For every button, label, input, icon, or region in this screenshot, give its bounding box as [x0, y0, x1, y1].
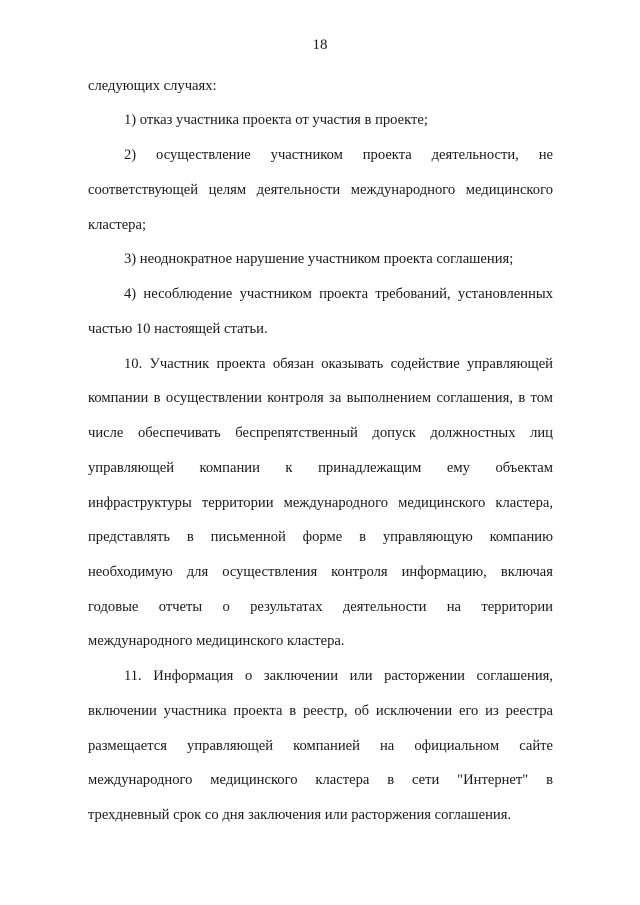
text-line: компании в осуществлении контроля за выполнением соглашения, в том: [88, 390, 553, 406]
text-line: 3) неоднократное нарушение участником проекта соглашения;: [124, 251, 514, 267]
text-line: годовые отчеты о результатах деятельности на территории: [88, 599, 553, 615]
text-line: включении участника проекта в реестр, об исключении его из реестра: [88, 703, 553, 719]
text-line: международного медицинского кластера в сети "Интернет" в: [88, 772, 553, 788]
text-line: 1) отказ участника проекта от участия в проекте;: [124, 112, 428, 128]
text-line: 10. Участник проекта обязан оказывать содействие управляющей: [124, 356, 553, 372]
text-line: 4) несоблюдение участником проекта требований, установленных: [124, 286, 553, 302]
text-line: трехдневный срок со дня заключения или расторжения соглашения.: [88, 807, 512, 823]
text-line: размещается управляющей компанией на официальном сайте: [88, 738, 553, 754]
text-line: 2) осуществление участником проекта деятельности, не: [124, 147, 553, 163]
text-line: международного медицинского кластера.: [88, 633, 345, 649]
text-line: следующих случаях:: [88, 78, 217, 94]
text-line: числе обеспечивать беспрепятственный допуск должностных лиц: [88, 425, 553, 441]
text-line: инфраструктуры территории международного медицинского кластера,: [88, 495, 553, 511]
text-line: 11. Информация о заключении или расторжении соглашения,: [124, 668, 553, 684]
text-line: кластера;: [88, 217, 147, 233]
text-line: необходимую для осуществления контроля информацию, включая: [88, 564, 553, 580]
page-number: 18: [312, 37, 328, 53]
text-line: соответствующей целям деятельности международного медицинского: [88, 182, 553, 198]
text-line: представлять в письменной форме в управляющую компанию: [88, 529, 553, 545]
text-line: частью 10 настоящей статьи.: [88, 321, 268, 337]
text-line: управляющей компании к принадлежащим ему объектам: [88, 460, 553, 476]
